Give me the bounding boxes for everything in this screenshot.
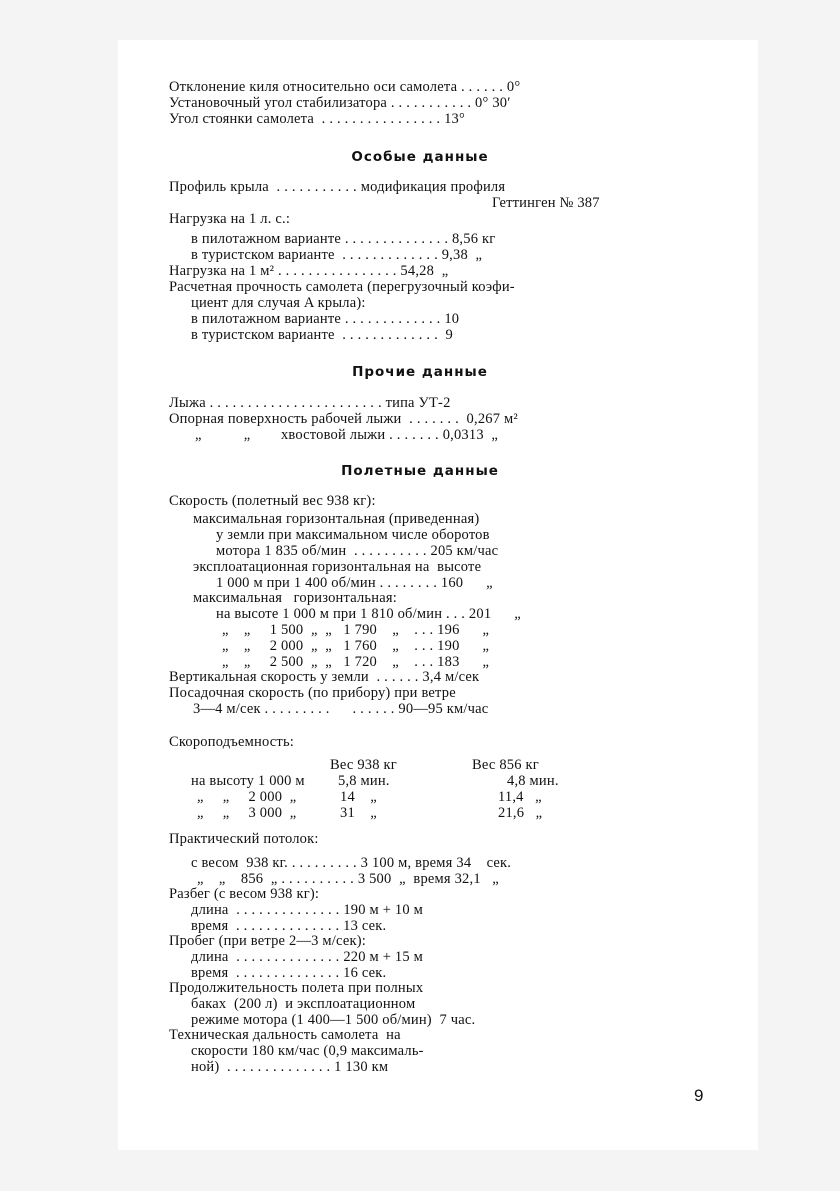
text-line: длина . . . . . . . . . . . . . . 190 м + 10 м: [191, 902, 423, 918]
text-line: Отклонение киля относительно оси самолета . . . . . . 0°: [169, 79, 521, 95]
table-cell: 14 „: [340, 789, 377, 805]
text-line: Продолжительность полета при полных: [169, 980, 424, 996]
table-cell: 31 „: [340, 805, 377, 821]
text-line: в пилотажном варианте . . . . . . . . . . . . . 10: [191, 311, 460, 327]
text-line: Посадочная скорость (по прибору) при ветре: [169, 685, 456, 701]
text-line: скорости 180 км/час (0,9 максималь-: [191, 1043, 424, 1059]
text-line: Пробег (при ветре 2—3 м/сек):: [169, 933, 366, 949]
text-line: „ „ 1 500 „ „ 1 790 „ . . . 196 „: [222, 622, 490, 638]
text-line: „ „ 2 500 „ „ 1 720 „ . . . 183 „: [222, 654, 490, 670]
table-row-label: „ „ 3 000 „: [197, 805, 297, 821]
text-line: Техническая дальность самолета на: [169, 1027, 401, 1043]
section-heading: Прочие данные: [352, 364, 488, 380]
text-line: на высоте 1 000 м при 1 810 об/мин . . . 201 „: [216, 606, 521, 622]
column-header: Вес 856 кг: [472, 757, 539, 773]
table-cell: 5,8 мин.: [338, 773, 390, 789]
table-row-label: „ „ 2 000 „: [197, 789, 297, 805]
table-title: Скороподъемность:: [169, 734, 294, 750]
text-line: Профиль крыла . . . . . . . . . . . модификация профиля: [169, 179, 506, 195]
text-line: мотора 1 835 об/мин . . . . . . . . . . 205 км/час: [216, 543, 499, 559]
text-line: „ „ хвостовой лыжи . . . . . . . 0,0313 „: [195, 427, 499, 443]
text-line: Разбег (с весом 938 кг):: [169, 886, 320, 902]
text-line: Вертикальная скорость у земли . . . . . . 3,4 м/сек: [169, 669, 480, 685]
text-line: Лыжа . . . . . . . . . . . . . . . . . . . . . . . типа УТ-2: [169, 395, 451, 411]
column-header: Вес 938 кг: [330, 757, 397, 773]
text-line: максимальная горизонтальная:: [193, 590, 397, 606]
text-line: 1 000 м при 1 400 об/мин . . . . . . . . 160 „: [216, 575, 493, 591]
text-line: циент для случая A крыла):: [191, 295, 366, 311]
text-line: Расчетная прочность самолета (перегрузочный коэфи-: [169, 279, 515, 295]
table-row-label: на высоту 1 000 м: [191, 773, 305, 789]
text-line: длина . . . . . . . . . . . . . . 220 м + 15 м: [191, 949, 423, 965]
text-line: режиме мотора (1 400—1 500 об/мин) 7 час.: [191, 1012, 476, 1028]
text-line: в туристском варианте . . . . . . . . . . . . . 9,38 „: [191, 247, 483, 263]
text-line: максимальная горизонтальная (приведенная): [193, 511, 480, 527]
text-line: Нагрузка на 1 л. с.:: [169, 211, 291, 227]
text-line: баках (200 л) и эксплоатационном: [191, 996, 416, 1012]
text-line: с весом 938 кг. . . . . . . . . . 3 100 м, время 34 сек.: [191, 855, 512, 871]
text-line: время . . . . . . . . . . . . . . 13 сек.: [191, 918, 387, 934]
table-cell: 4,8 мин.: [507, 773, 559, 789]
text-line: Скорость (полетный вес 938 кг):: [169, 493, 376, 509]
text-line: время . . . . . . . . . . . . . . 16 сек.: [191, 965, 387, 981]
text-line: Установочный угол стабилизатора . . . . . . . . . . . 0° 30′: [169, 95, 511, 111]
text-line: в пилотажном варианте . . . . . . . . . . . . . . 8,56 кг: [191, 231, 496, 247]
text-line: „ „ 2 000 „ „ 1 760 „ . . . 190 „: [222, 638, 490, 654]
text-line: эксплоатационная горизонтальная на высоте: [193, 559, 482, 575]
text-line: „ „ 856 „ . . . . . . . . . . 3 500 „ время 32,1 „: [197, 871, 499, 887]
section-heading: Особые данные: [351, 149, 489, 165]
text-line: ной) . . . . . . . . . . . . . . 1 130 км: [191, 1059, 389, 1075]
text-line: у земли при максимальном числе оборотов: [216, 527, 490, 543]
text-line: Опорная поверхность рабочей лыжи . . . . . . . 0,267 м²: [169, 411, 518, 427]
text-line: 3—4 м/сек . . . . . . . . . . . . . . . 90—95 км/час: [193, 701, 489, 717]
section-heading: Полетные данные: [341, 463, 499, 479]
text-line: Геттинген № 387: [492, 195, 600, 211]
text-line: Угол стоянки самолета . . . . . . . . . . . . . . . . 13°: [169, 111, 465, 127]
text-line: Нагрузка на 1 м² . . . . . . . . . . . . . . . . 54,28 „: [169, 263, 449, 279]
text-line: Практический потолок:: [169, 831, 319, 847]
page-number: 9: [694, 1086, 704, 1105]
text-line: в туристском варианте . . . . . . . . . . . . . 9: [191, 327, 453, 343]
table-cell: 21,6 „: [498, 805, 543, 821]
table-cell: 11,4 „: [498, 789, 542, 805]
